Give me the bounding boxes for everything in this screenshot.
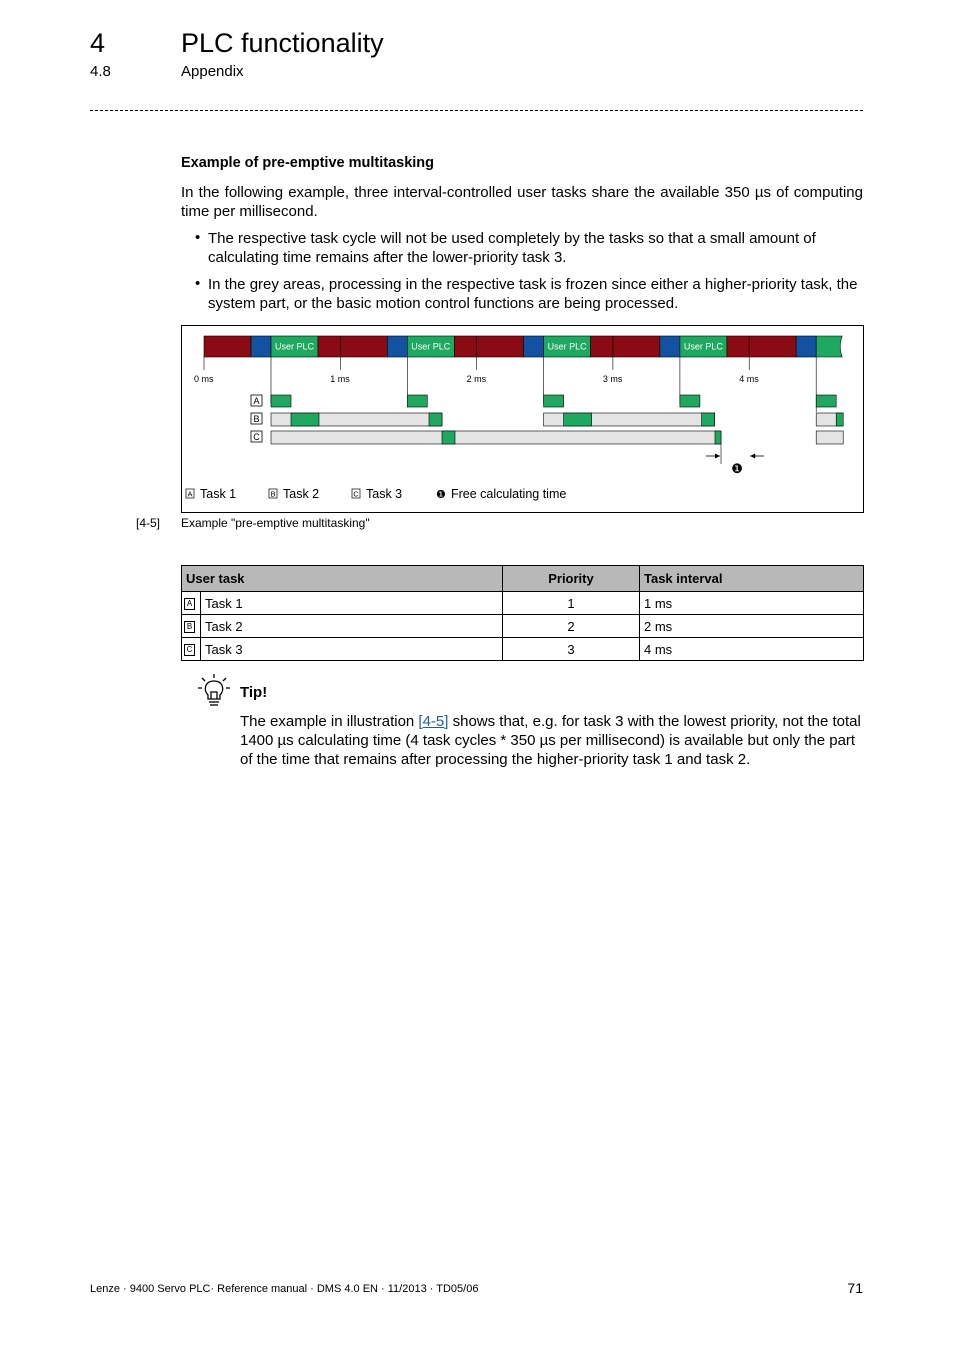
row-letter-cell bbox=[182, 592, 201, 615]
row-letter-cell bbox=[182, 638, 201, 661]
user-plc-label: User PLC bbox=[274, 341, 315, 352]
task-priority: 3 bbox=[502, 638, 639, 661]
system-segment bbox=[727, 336, 749, 357]
header-separator bbox=[90, 110, 863, 111]
task1-block bbox=[271, 395, 291, 407]
row-letter: A bbox=[253, 396, 260, 406]
bullet-item: The respective task cycle will not be used completely by the tasks so that a small amount of calculating time remains after the lower-priority task 3. bbox=[208, 230, 816, 266]
legend-letter: C bbox=[353, 489, 359, 499]
system-segment bbox=[340, 336, 387, 357]
page-number: 71 bbox=[847, 1280, 863, 1296]
timing-diagram bbox=[182, 326, 863, 512]
user-task-table bbox=[181, 565, 864, 661]
time-label: 2 ms bbox=[466, 374, 487, 384]
motion-segment bbox=[660, 336, 680, 357]
task2-block bbox=[702, 413, 715, 426]
task-priority: 2 bbox=[502, 615, 639, 638]
figure-link[interactable]: [4-5] bbox=[418, 713, 449, 730]
legend-letter: B bbox=[270, 489, 276, 499]
row-letter: A bbox=[184, 598, 195, 610]
system-segment bbox=[454, 336, 476, 357]
free-time-arrowhead bbox=[715, 454, 720, 459]
task1-block bbox=[407, 395, 427, 407]
row-letter-cell bbox=[182, 615, 201, 638]
time-label: 1 ms bbox=[330, 374, 350, 384]
chapter-number: 4 bbox=[90, 28, 106, 58]
task-name: Task 3 bbox=[201, 638, 503, 661]
task1-block bbox=[544, 395, 564, 407]
bullet-item: In the grey areas, processing in the respective task is frozen since either a higher-priority task, the system part, or the basic motion control functions are being processed. bbox=[208, 276, 858, 312]
free-time-arrowhead bbox=[750, 454, 755, 459]
tip-text bbox=[240, 712, 863, 769]
task-priority: 1 bbox=[502, 592, 639, 615]
legend-letter: ❶ bbox=[436, 489, 446, 501]
bullet-marker: • bbox=[195, 229, 201, 246]
motion-segment bbox=[524, 336, 544, 357]
motion-segment bbox=[387, 336, 407, 357]
header-user-task: User task bbox=[182, 566, 503, 592]
lightbulb-icon bbox=[197, 673, 231, 714]
table-row bbox=[182, 615, 864, 638]
system-segment bbox=[591, 336, 613, 357]
time-label: 3 ms bbox=[602, 374, 623, 384]
task-interval: 1 ms bbox=[639, 592, 863, 615]
example-heading: Example of pre-emptive multitasking bbox=[181, 155, 435, 171]
legend-text: Task 3 bbox=[366, 487, 403, 501]
task-interval: 4 ms bbox=[639, 638, 863, 661]
section-title: Appendix bbox=[181, 63, 244, 80]
task3-block bbox=[442, 431, 455, 444]
system-segment bbox=[204, 336, 251, 357]
user-plc-segment bbox=[816, 336, 842, 357]
user-plc-label: User PLC bbox=[411, 341, 451, 352]
legend-letter: A bbox=[187, 489, 193, 499]
system-segment bbox=[318, 336, 340, 357]
task3-frozen bbox=[816, 431, 843, 444]
motion-segment bbox=[796, 336, 816, 357]
figure-caption-number: [4-5] bbox=[136, 516, 161, 530]
system-segment bbox=[477, 336, 524, 357]
section-number: 4.8 bbox=[90, 63, 111, 80]
task1-block bbox=[680, 395, 700, 407]
system-segment bbox=[749, 336, 796, 357]
task2-block bbox=[564, 413, 592, 426]
free-time-marker: ❶ bbox=[731, 461, 743, 476]
time-label: 4 ms bbox=[739, 374, 759, 384]
header-task-interval: Task interval bbox=[639, 566, 863, 592]
user-plc-label: User PLC bbox=[683, 341, 723, 352]
task2-block bbox=[291, 413, 319, 426]
user-plc-label: User PLC bbox=[547, 341, 587, 352]
intro-paragraph: In the following example, three interval-controlled user tasks share the available 350 µs of computing time per millisecond. bbox=[181, 184, 863, 220]
row-letter: C bbox=[184, 644, 195, 656]
task-interval: 2 ms bbox=[639, 615, 863, 638]
bullet-marker: • bbox=[195, 275, 201, 292]
row-letter: B bbox=[253, 414, 260, 424]
task3-block bbox=[715, 431, 721, 444]
task1-block bbox=[816, 395, 836, 407]
multitasking-figure bbox=[181, 325, 864, 513]
tip-title: Tip! bbox=[240, 684, 268, 701]
task-name: Task 2 bbox=[201, 615, 503, 638]
header-priority: Priority bbox=[502, 566, 639, 592]
task2-block bbox=[429, 413, 442, 426]
chapter-title: PLC functionality bbox=[181, 28, 384, 58]
system-segment bbox=[613, 336, 660, 357]
figure-caption-text: Example "pre-emptive multitasking" bbox=[181, 516, 370, 530]
legend-text: Task 2 bbox=[283, 487, 320, 501]
table-header-row bbox=[182, 566, 864, 592]
task3-frozen bbox=[271, 431, 721, 444]
table-row bbox=[182, 638, 864, 661]
legend-text: Task 1 bbox=[200, 487, 237, 501]
task-name: Task 1 bbox=[201, 592, 503, 615]
task2-block bbox=[836, 413, 843, 426]
time-label: 0 ms bbox=[194, 374, 214, 384]
motion-segment bbox=[251, 336, 271, 357]
tip-text-before: The example in illustration bbox=[240, 713, 419, 730]
legend-text: Free calculating time bbox=[451, 487, 567, 501]
tip-text-after: shows that, e.g. for task 3 with the lowest priority, not the total 1400 µs calculating time (4 task cycles * 350 µs per millisecond) is available but only the part of the time that remains after processing the higher-priority task 1 and task 2. bbox=[240, 713, 861, 768]
table-row bbox=[182, 592, 864, 615]
row-letter: C bbox=[253, 432, 260, 442]
row-letter: B bbox=[184, 621, 195, 633]
footer-text: Lenze · 9400 Servo PLC· Reference manual · DMS 4.0 EN · 11/2013 · TD05/06 bbox=[90, 1283, 479, 1295]
